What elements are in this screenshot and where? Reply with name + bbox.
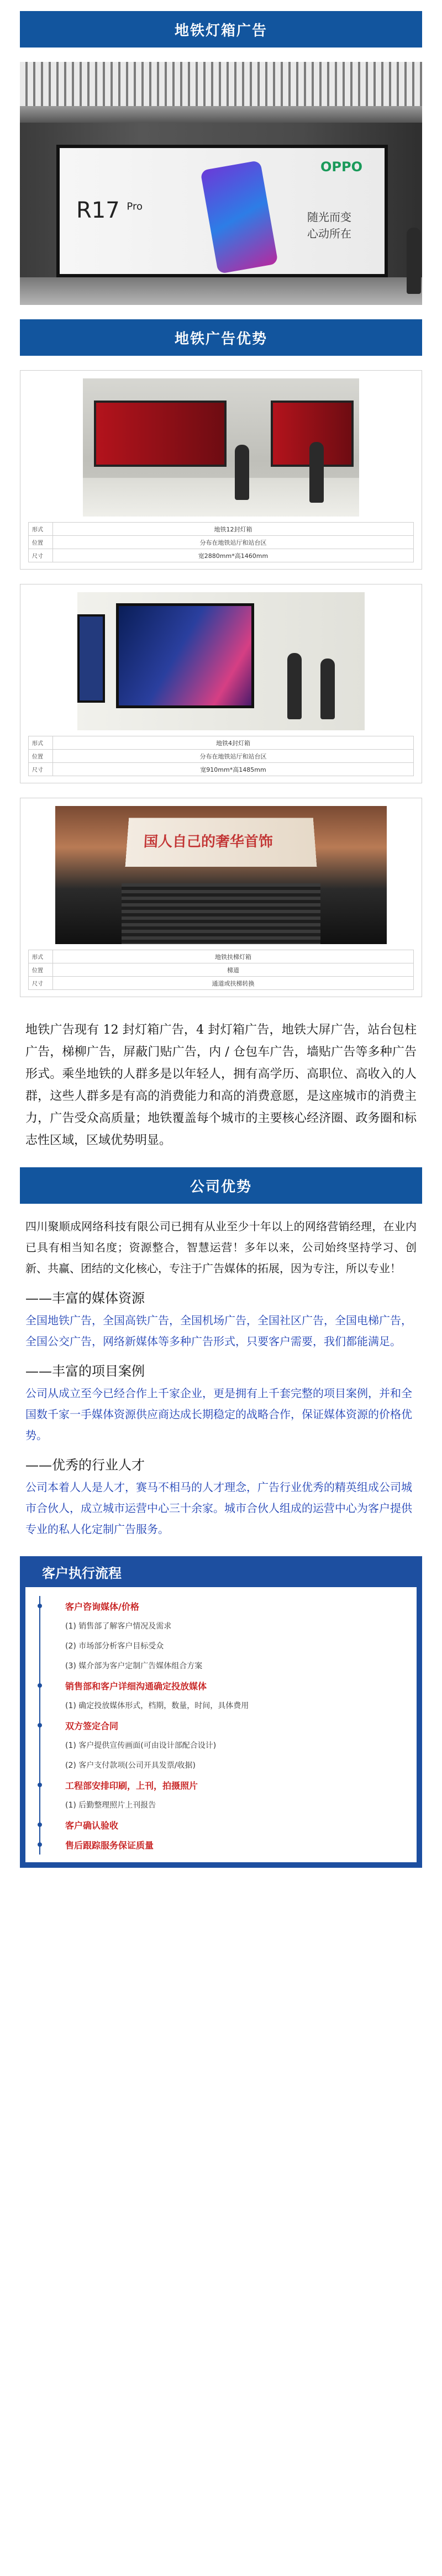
hero-lightbox-ad [56,145,388,277]
ad-brand-logo: OPPO [320,159,362,175]
process-substep: (1) 销售部了解客户情况及需求 [65,1622,172,1631]
company-section [25,1216,417,1540]
passenger-figure [320,659,335,719]
process-step: 客户咨询媒体/价格 [25,1596,417,1616]
passenger-figure [309,442,324,503]
panel-1-spec-table [28,522,414,562]
step-dot [38,1783,42,1787]
table-row: 形式 地铁4封灯箱 [29,736,414,750]
lightbox-ad-main [116,603,254,708]
panel-photo-1 [83,378,359,517]
talent-text: 公司本着人人是人才，赛马不相马的人才理念，广告行业优秀的精英组成公司城市合伙人，成立城市运营中心三十余家。城市合伙人组成的运营中心为客户提供专业的私人化定制广告服务。 [25,1481,412,1536]
process-step: 销售部和客户详细沟通确定投放媒体 [25,1676,417,1695]
panel-2-spec-table [28,736,414,776]
media-resources-text: 全国地铁广告，全国高铁广告，全国机场广告，全国社区广告，全国电梯广告，全国公交广告，网络新媒体等多种广告形式，只要客户需要，我们都能满足。 [25,1314,412,1348]
project-cases-text: 公司从成立至今已经合作上千家企业，更是拥有上千套完整的项目案例，并和全国数千家一手媒体资源供应商达成长期稳定的战略合作，保证媒体资源的价格优势。 [25,1387,412,1442]
process-substep: (1) 确定投放媒体形式，档期，数量，时间，具体费用 [65,1701,249,1710]
process-substep: (3) 媒介部为客户定制广告媒体组合方案 [65,1662,203,1671]
company-intro: 四川聚顺成网络科技有限公司已拥有从业至少十年以上的网络营销经理，在业内已具有相当知名度；资源整合，智慧运营！多年以来，公司始终坚持学习、创新、共赢、团结的文化核心，专注于广告媒体的拓展，因为专注，所以专业！ [25,1220,417,1275]
step-dot [38,1723,42,1727]
ad-slogan: 随光而变 心动所在 [307,210,351,240]
hero-metro-photo [20,62,422,305]
process-section [20,1556,422,1868]
header [0,0,442,48]
process-step: 售后跟踪服务保证质量 [25,1835,417,1855]
panel-photo-3 [55,806,387,944]
table-row: 形式 地铁12封灯箱 [29,523,414,536]
talent-heading: ——优秀的行业人才 [25,1457,145,1473]
table-row: 形式 地铁扶梯灯箱 [29,950,414,963]
process-substep: (1) 后勤整理照片上刊报告 [65,1801,156,1810]
process-substep: (1) 客户提供宣传画面(可由设计部配合设计) [65,1741,217,1750]
step-dot [38,1842,42,1847]
process-step: 工程部安排印刷，上刊，拍摄照片 [25,1775,417,1795]
advantage-paragraph: 地铁广告现有 12 封灯箱广告，4 封灯箱广告，地铁大屏广告，站台包柱广告，梯柳广告，屏蔽门贴广告，内 / 仓包车广告，墙贴广告等多种广告形式。乘坐地铁的人群多是以年轻人，拥有高学历、高职位、高收入的人群，这些人群多是有高的消费能力和高的消费意愿，是这座城市的消费主力，广告受众高质量；地铁覆盖每个城市的主要核心经济圈、政务圈和标志性区域，区域优势明显。 [25,1023,417,1147]
escalator [122,883,320,944]
station-floor [20,277,422,305]
table-row: 尺寸 宽2880mm*高1460mm [29,549,414,562]
section-title-advantage: 地铁广告优势 [20,319,422,356]
ad-panel-1 [20,370,422,570]
project-cases-heading: ——丰富的项目案例 [25,1363,145,1379]
process-substep: (2) 客户支付款项(公司开具发票/收据) [65,1761,196,1770]
media-resources-heading: ——丰富的媒体资源 [25,1290,145,1306]
step-dot [38,1822,42,1827]
panel-3-spec-table [28,950,414,990]
phone-image [200,160,278,274]
table-row: 位置 分布在地铁站厅和站台区 [29,536,414,549]
table-row: 位置 梯道 [29,963,414,977]
table-row: 尺寸 通道或扶梯转换 [29,977,414,990]
passenger-figure [235,445,249,500]
ad-panel-2 [20,584,422,783]
panel-photo-2 [77,592,365,730]
process-substep: (2) 市场部分析客户目标受众 [65,1642,164,1651]
table-row: 位置 分布在地铁站厅和站台区 [29,750,414,763]
lightbox-ad-left [94,401,227,467]
page-title: 地铁灯箱广告 [20,11,422,48]
passenger-figure [287,653,302,719]
ad-panel-3 [20,798,422,997]
ceiling-lights [20,62,422,123]
process-title: 客户执行流程 [20,1556,422,1587]
ad-model-text: R17 $^{Pro}$ [76,198,143,223]
step-dot [38,1683,42,1688]
step-dot [38,1604,42,1608]
escalator-lightbox-ad: 国人自己的奢华首饰 [125,818,317,867]
passenger-figure [407,228,421,294]
section-title-company: 公司优势 [20,1167,422,1204]
lightbox-ad-side [77,614,105,703]
process-steps [20,1587,422,1868]
process-step: 客户确认验收 [25,1815,417,1835]
table-row: 尺寸 宽910mm*高1485mm [29,763,414,776]
process-step: 双方签定合同 [25,1715,417,1735]
